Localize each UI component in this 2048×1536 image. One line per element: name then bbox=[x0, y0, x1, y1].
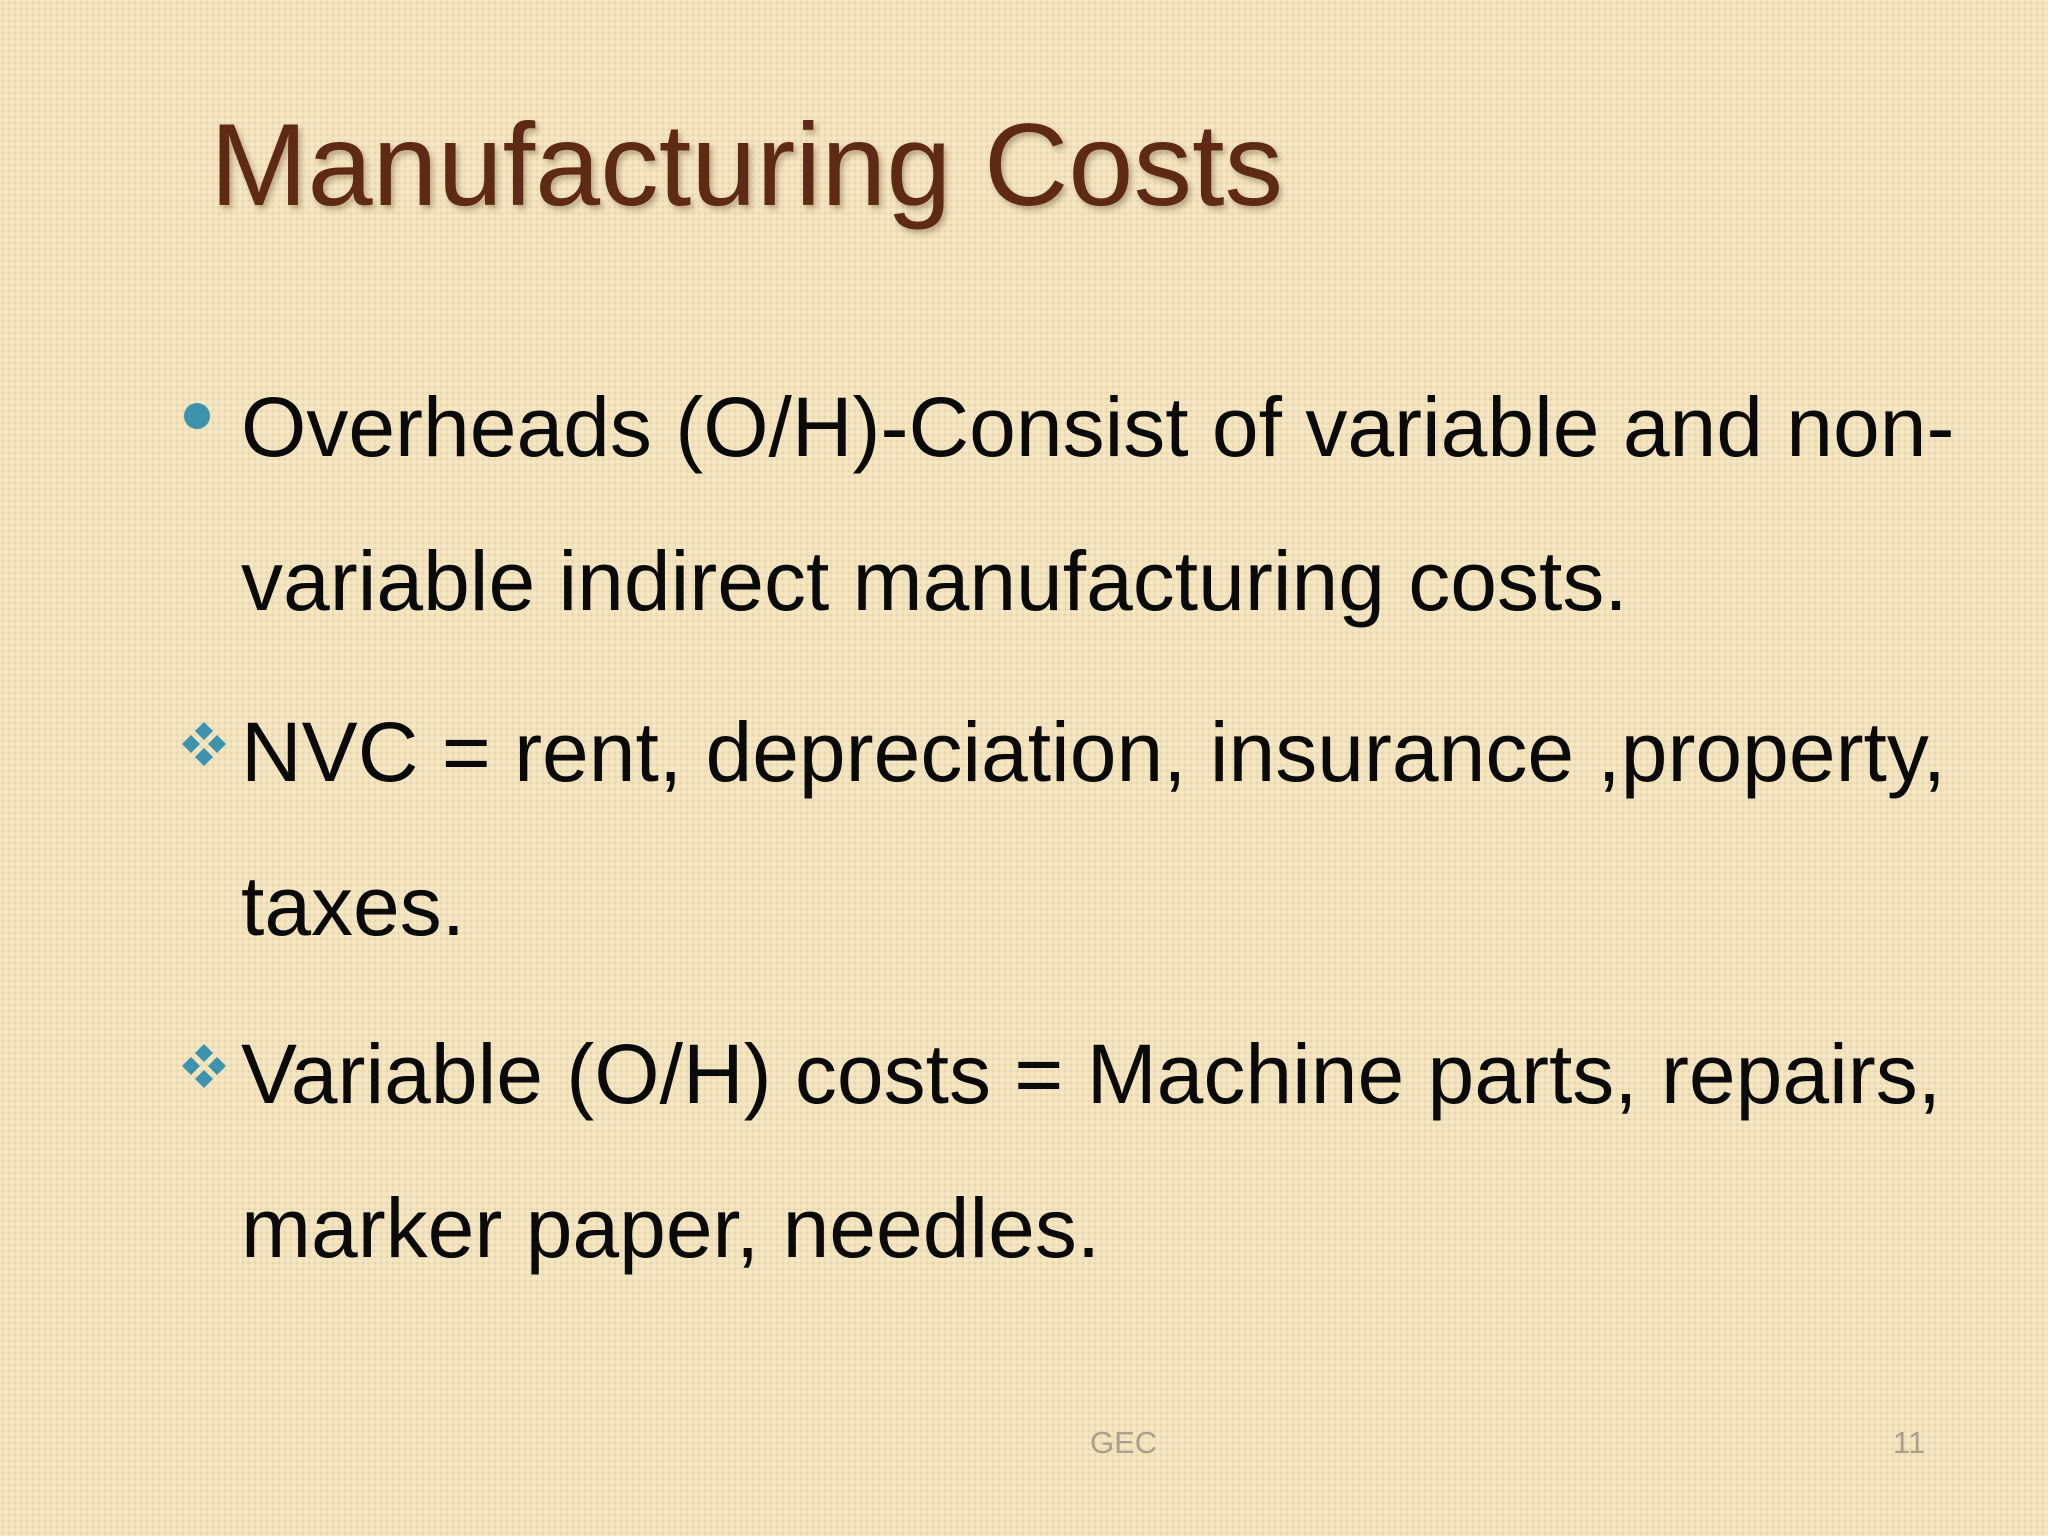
bullet-text: Variable (O/H) costs = Machine parts, repairs, marker paper, needles. bbox=[241, 1027, 1942, 1275]
slide-title: Manufacturing Costs bbox=[210, 99, 1283, 230]
diamond-cluster-icon bbox=[179, 1041, 229, 1091]
diamond-cluster-icon bbox=[179, 719, 229, 769]
page-number: 11 bbox=[1893, 1425, 1926, 1460]
bullet-text: NVC = rent, depreciation, insurance ,property, taxes. bbox=[241, 705, 1946, 953]
bullet-text: Overheads (O/H)-Consist of variable and non-variable indirect manufacturing costs. bbox=[241, 380, 1955, 628]
footer-label: GEC bbox=[1090, 1425, 1158, 1460]
dot-icon bbox=[184, 403, 210, 429]
